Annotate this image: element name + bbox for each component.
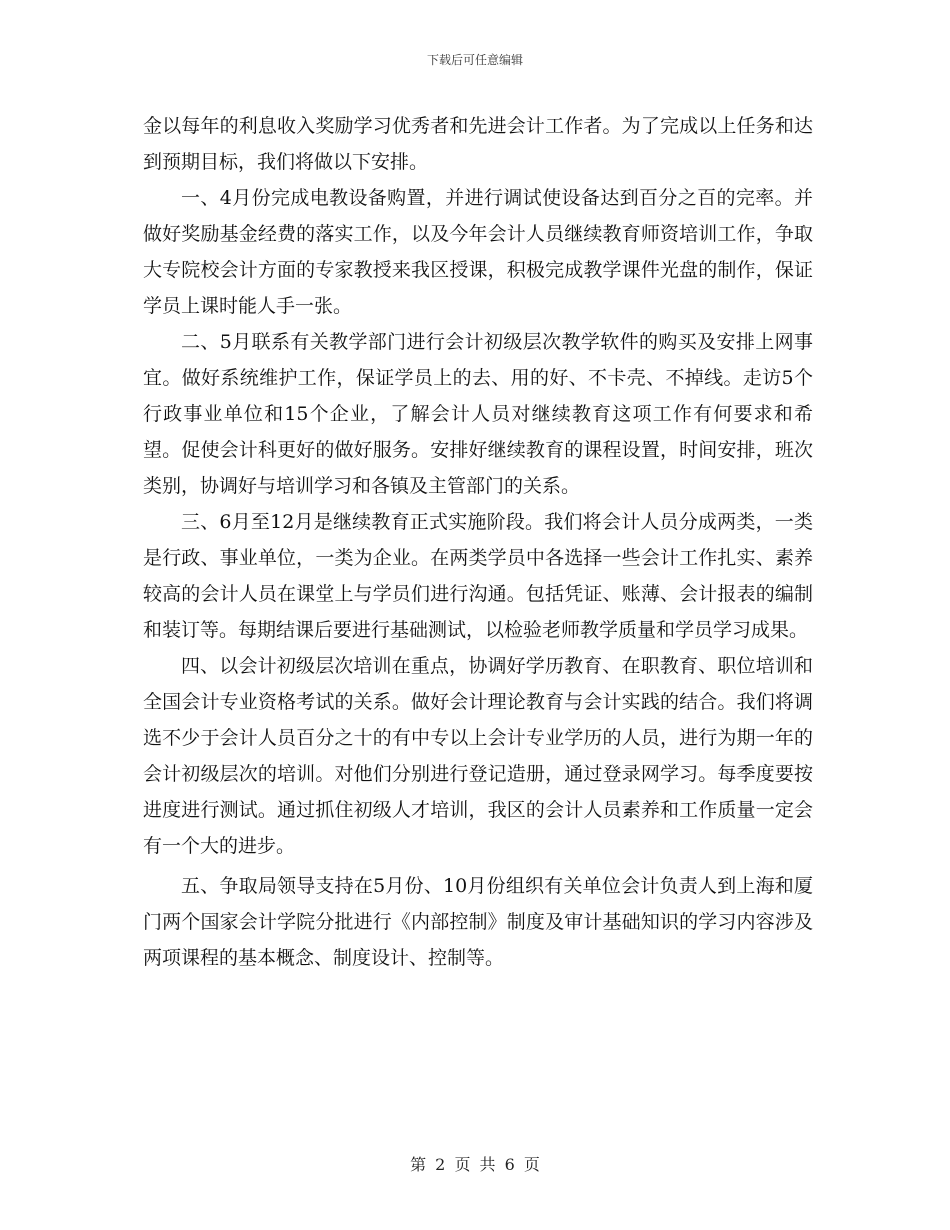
paragraph-item-5: 五、争取局领导支持在5月份、10月份组织有关单位会计负责人到上海和厦门两个国家会计学院分批进行《内部控制》制度及审计基础知识的学习内容涉及两项课程的基本概念、制度设计、控制等。 (143, 875, 813, 969)
document-body (143, 108, 813, 976)
paragraph-item-3: 三、6月至12月是继续教育正式实施阶段。我们将会计人员分成两类，一类是行政、事业单位，一类为企业。在两类学员中各选择一些会计工作扎实、素养较高的会计人员在课堂上与学员们进行沟通。包括凭证、账薄、会计报表的编制和装订等。每期结课后要进行基础测试，以检验老师教学质量和学员学习成果。 (143, 511, 813, 641)
paragraph-continuation: 金以每年的利息收入奖励学习优秀者和先进会计工作者。为了完成以上任务和达到预期目标，我们将做以下安排。 (143, 115, 813, 173)
paragraph-item-4: 四、以会计初级层次培训在重点，协调好学历教育、在职教育、职位培训和全国会计专业资格考试的关系。做好会计理论教育与会计实践的结合。我们将调选不少于会计人员百分之十的有中专以上会计专业学历的人员，进行为期一年的会计初级层次的培训。对他们分别进行登记造册，通过登录网学习。每季度要按进度进行测试。通过抓住初级人才培训，我区的会计人员素养和工作质量一定会有一个大的进步。 (143, 655, 813, 857)
paragraph-item-1: 一、4月份完成电教设备购置，并进行调试使设备达到百分之百的完率。并做好奖励基金经费的落实工作，以及今年会计人员继续教育师资培训工作，争取大专院校会计方面的专家教授来我区授课，积极完成教学课件光盘的制作，保证学员上课时能人手一张。 (143, 187, 813, 317)
paragraph-item-2: 二、5月联系有关教学部门进行会计初级层次教学软件的购买及安排上网事宜。做好系统维护工作，保证学员上的去、用的好、不卡壳、不掉线。走访5个行政事业单位和15个企业，了解会计人员对继续教育这项工作有何要求和希望。促使会计科更好的做好服务。安排好继续教育的课程设置，时间安排，班次类别，协调好与培训学习和各镇及主管部门的关系。 (143, 331, 813, 497)
page-number: 第 2 页 共 6 页 (410, 1155, 540, 1174)
page-header: 下载后可任意编辑 (426, 53, 523, 67)
